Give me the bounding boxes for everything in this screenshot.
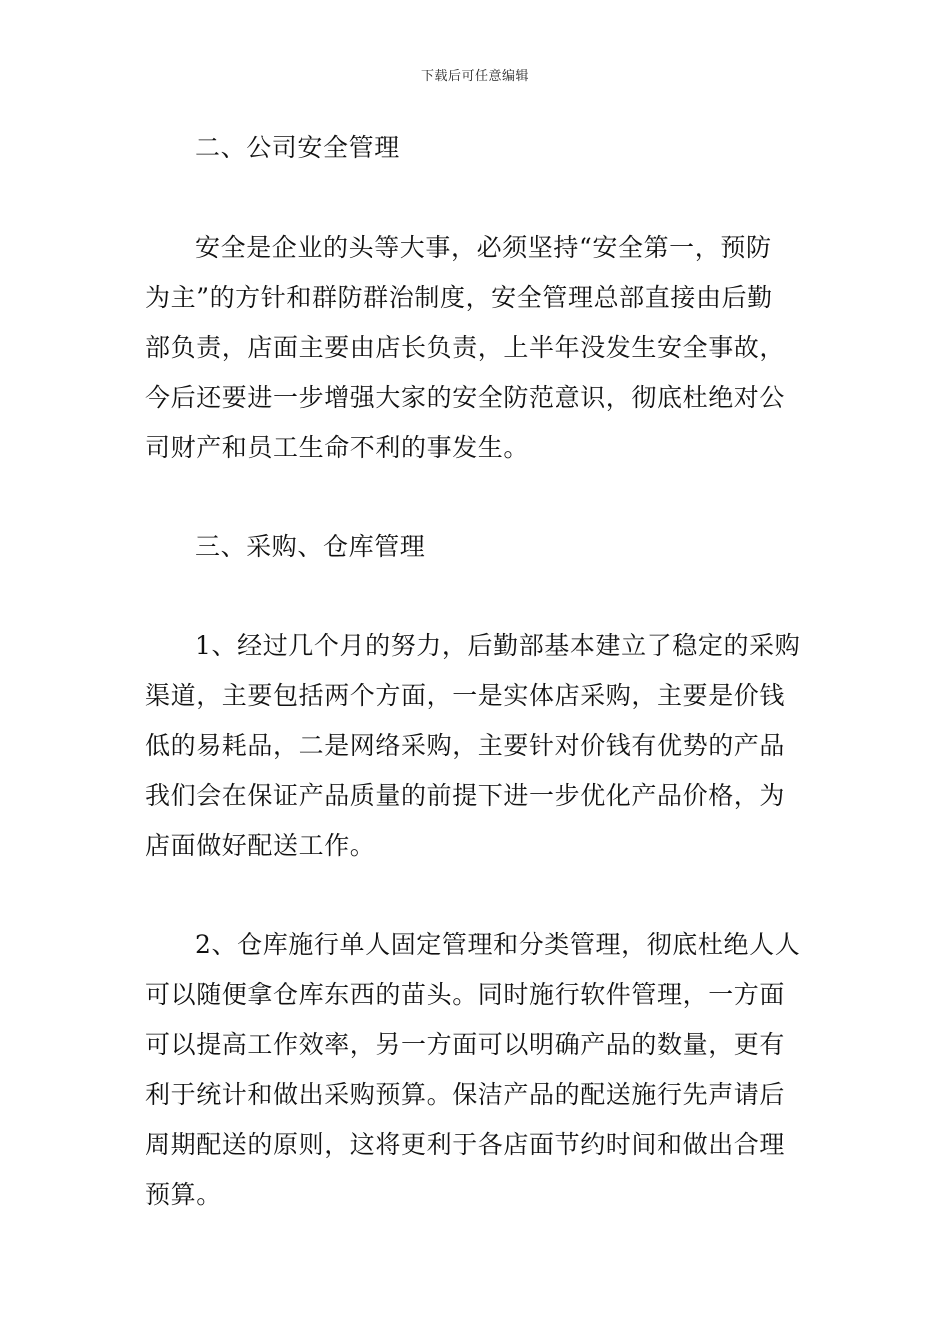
heading-text: 三、采购、仓库管理 — [195, 532, 426, 561]
paragraph-line: 为主”的方针和群防群治制度，安全管理总部直接由后勤 — [145, 283, 773, 312]
heading-text: 二、公司安全管理 — [195, 133, 400, 162]
paragraph-line: 周期配送的原则，这将更利于各店面节约时间和做出合理 — [145, 1130, 786, 1159]
paragraph-line: 部负责，店面主要由店长负责，上半年没发生安全事故， — [145, 333, 786, 362]
section-heading-safety — [145, 123, 807, 173]
paragraph-line: 安全是企业的头等大事，必须坚持“安全第一，预防 — [195, 233, 772, 262]
paragraph-safety — [145, 223, 807, 473]
paragraph-line: 我们会在保证产品质量的前提下进一步优化产品价格，为 — [145, 781, 786, 810]
paragraph-line: 店面做好配送工作。 — [145, 831, 376, 860]
section-heading-procurement — [145, 522, 807, 572]
paragraph-procurement-1 — [145, 621, 807, 871]
paragraph-line: 2、仓库施行单人固定管理和分类管理，彻底杜绝人人 — [195, 930, 801, 959]
paragraph-line: 可以提高工作效率，另一方面可以明确产品的数量，更有 — [145, 1030, 786, 1059]
paragraph-line: 低的易耗品，二是网络采购，主要针对价钱有优势的产品 — [145, 731, 786, 760]
paragraph-warehouse-2 — [145, 920, 807, 1220]
paragraph-line: 利于统计和做出采购预算。保洁产品的配送施行先声请后 — [145, 1080, 786, 1109]
paragraph-line: 司财产和员工生命不利的事发生。 — [145, 433, 530, 462]
paragraph-line: 预算。 — [145, 1180, 222, 1209]
paragraph-line: 1、经过几个月的努力，后勤部基本建立了稳定的采购 — [195, 631, 801, 660]
paragraph-line: 渠道，主要包括两个方面，一是实体店采购，主要是价钱 — [145, 681, 786, 710]
page-header-note: 下载后可任意编辑 — [420, 69, 529, 84]
paragraph-line: 可以随便拿仓库东西的苗头。同时施行软件管理，一方面 — [145, 980, 786, 1009]
paragraph-line: 今后还要进一步增强大家的安全防范意识，彻底杜绝对公 — [145, 383, 786, 412]
